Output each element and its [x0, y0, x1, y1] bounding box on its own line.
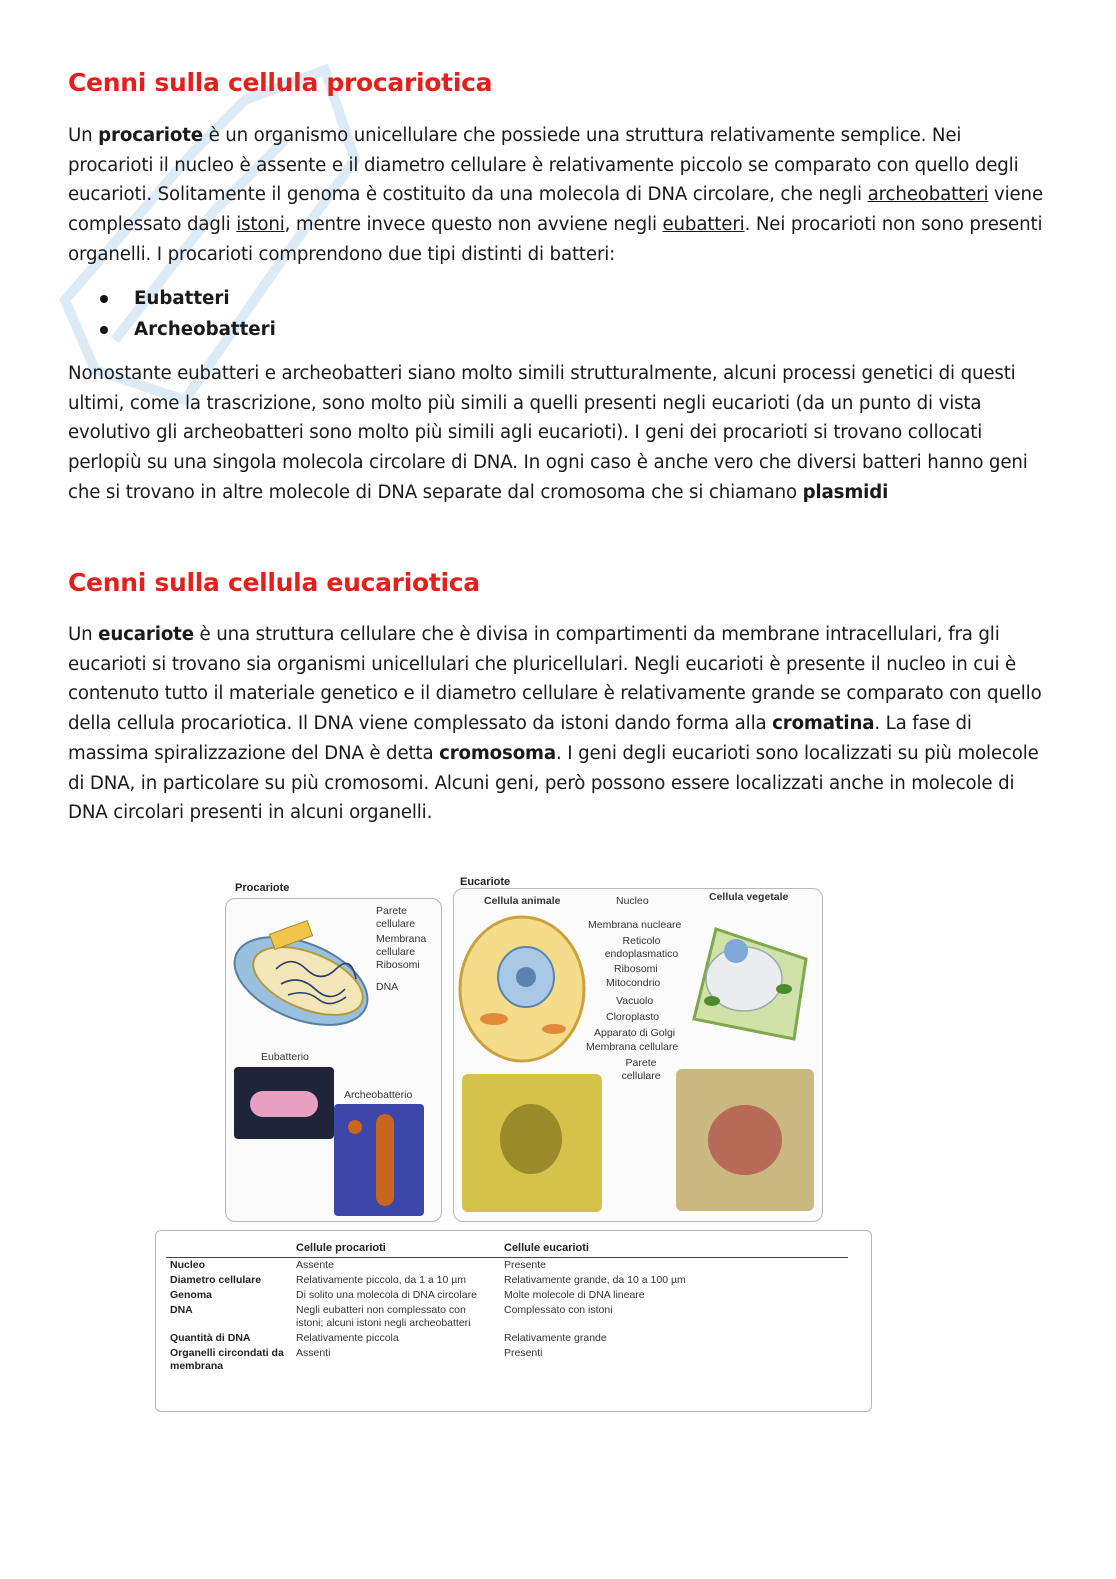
- eubatterio-photo: [234, 1067, 334, 1139]
- plant-cell-photo: [676, 1069, 814, 1211]
- link-archeobatteri[interactable]: archeobatteri: [867, 184, 989, 206]
- paragraph-eucariote: Un eucariote è una struttura cellulare che è divisa in compartimenti da membrane intracellulari, fra gli eucarioti si trovano sia organismi unicellulari che pluricellulari. Negli eucarioti è presente il nucleo in cui è contenuto tutto il materiale genetico e il diametro cellulare è relativamente grande se comparato con quello della cellula procariotica. Il DNA viene complessato da istoni dando forma alla cromatina. La fase di massima spiralizzazione del DNA è detta cromosoma. I geni degli eucarioti sono localizzati su più molecole di DNA, in particolare su più cromosomi. Alcuni geni, però possono essere localizzati anche in molecole di DNA circolari presenti in alcuni organelli.: [68, 624, 1042, 824]
- paragraph-procariote: Un procariote è un organismo unicellulare che possiede una struttura relativamente semplice. Nei procarioti il nucleo è assente e il diametro cellulare è relativamente piccolo se comparato con quello degli eucarioti. Solitamente il genoma è costituito da una molecola di DNA circolare, che negli archeobatteri viene complessato dagli istoni, mentre invece questo non avviene negli eubatteri. Nei procarioti non sono presenti organelli. I procarioti comprendono due tipi distinti di batteri:: [68, 125, 1043, 265]
- cell-comparison-figure: [155, 870, 875, 1420]
- table-row: DNA Negli eubatteri non complessato con istoni; alcuni istoni negli archeobatteri Complessato con istoni: [170, 1304, 613, 1329]
- table-header: Cellule eucarioti: [500, 1239, 848, 1258]
- archeobatterio-label: Archeobatterio: [344, 1089, 413, 1101]
- euk-label-ribosomi: Ribosomi: [614, 963, 658, 975]
- list-item: Eubatteri: [98, 283, 276, 314]
- eukaryote-panel: [453, 888, 823, 1222]
- cellula-animale-label: Cellula animale: [484, 895, 561, 907]
- prok-label-ribosomi: Ribosomi: [376, 959, 420, 971]
- table-row: Diametro cellulare Relativamente piccolo, da 1 a 10 µm Relativamente grande, da 10 a 100 µm: [170, 1274, 686, 1286]
- link-istoni[interactable]: istoni: [236, 214, 285, 236]
- euk-label-membrana-nucleare: Membrana nucleare: [588, 919, 682, 931]
- euk-label-membrana-cellulare: Membrana cellulare: [586, 1041, 679, 1053]
- comparison-table: [155, 1230, 872, 1412]
- euk-label-parete: Parete cellulare: [621, 1057, 661, 1082]
- euk-label-golgi: Apparato di Golgi: [594, 1027, 676, 1039]
- section-title-procariotica: Cenni sulla cellula procariotica: [68, 68, 493, 97]
- table-row: Nucleo Assente Presente: [170, 1259, 547, 1271]
- table-row: Genoma Di solito una molecola di DNA circolare Molte molecole di DNA lineare: [170, 1289, 645, 1301]
- table-header: Cellule procarioti: [292, 1239, 500, 1258]
- euk-label-vacuolo: Vacuolo: [616, 995, 654, 1007]
- euk-label-nucleo: Nucleo: [616, 895, 649, 907]
- euk-label-reticolo: Reticolo endoplasmatico: [604, 935, 679, 960]
- eucariote-label: Eucariote: [460, 876, 511, 888]
- bullet-list-batteri: [98, 283, 276, 345]
- euk-label-cloroplasto: Cloroplasto: [606, 1011, 660, 1023]
- table-header: [166, 1239, 292, 1258]
- link-eubatteri[interactable]: eubatteri: [662, 214, 745, 236]
- archeobatterio-photo: [334, 1104, 424, 1216]
- euk-label-mitocondrio: Mitocondrio: [606, 977, 661, 989]
- section-title-eucariotica: Cenni sulla cellula eucariotica: [68, 568, 480, 597]
- prokaryote-panel: [225, 898, 442, 1222]
- prok-label-membrana: Membrana cellulare: [376, 933, 427, 958]
- animal-cell-photo: [462, 1074, 602, 1212]
- prok-label-dna: DNA: [376, 981, 399, 993]
- procariote-label: Procariote: [235, 882, 290, 894]
- list-item: Archeobatteri: [98, 314, 276, 345]
- table-row: Organelli circondati da membrana Assenti Presenti: [170, 1347, 543, 1372]
- paragraph-archeobatteri: Nonostante eubatteri e archeobatteri siano molto simili strutturalmente, alcuni processi genetici di questi ultimi, come la trascrizione, sono molto più simili a quelli presenti negli eucarioti (da un punto di vista evolutivo gli archeobatteri sono molto più simili agli eucarioti). I geni dei procarioti si trovano collocati perlopiù su una singola molecola circolare di DNA. In ogni caso è anche vero che diversi batteri hanno geni che si trovano in altre molecole di DNA separate dal cromosoma che si chiamano plasmidi: [68, 363, 1028, 503]
- table-header-row: [166, 1239, 848, 1258]
- cellula-vegetale-label: Cellula vegetale: [709, 891, 789, 903]
- eubatterio-label: Eubatterio: [261, 1051, 309, 1063]
- prok-label-parete: Parete cellulare: [376, 905, 416, 930]
- table-row: Quantità di DNA Relativamente piccola Relativamente grande: [170, 1332, 607, 1344]
